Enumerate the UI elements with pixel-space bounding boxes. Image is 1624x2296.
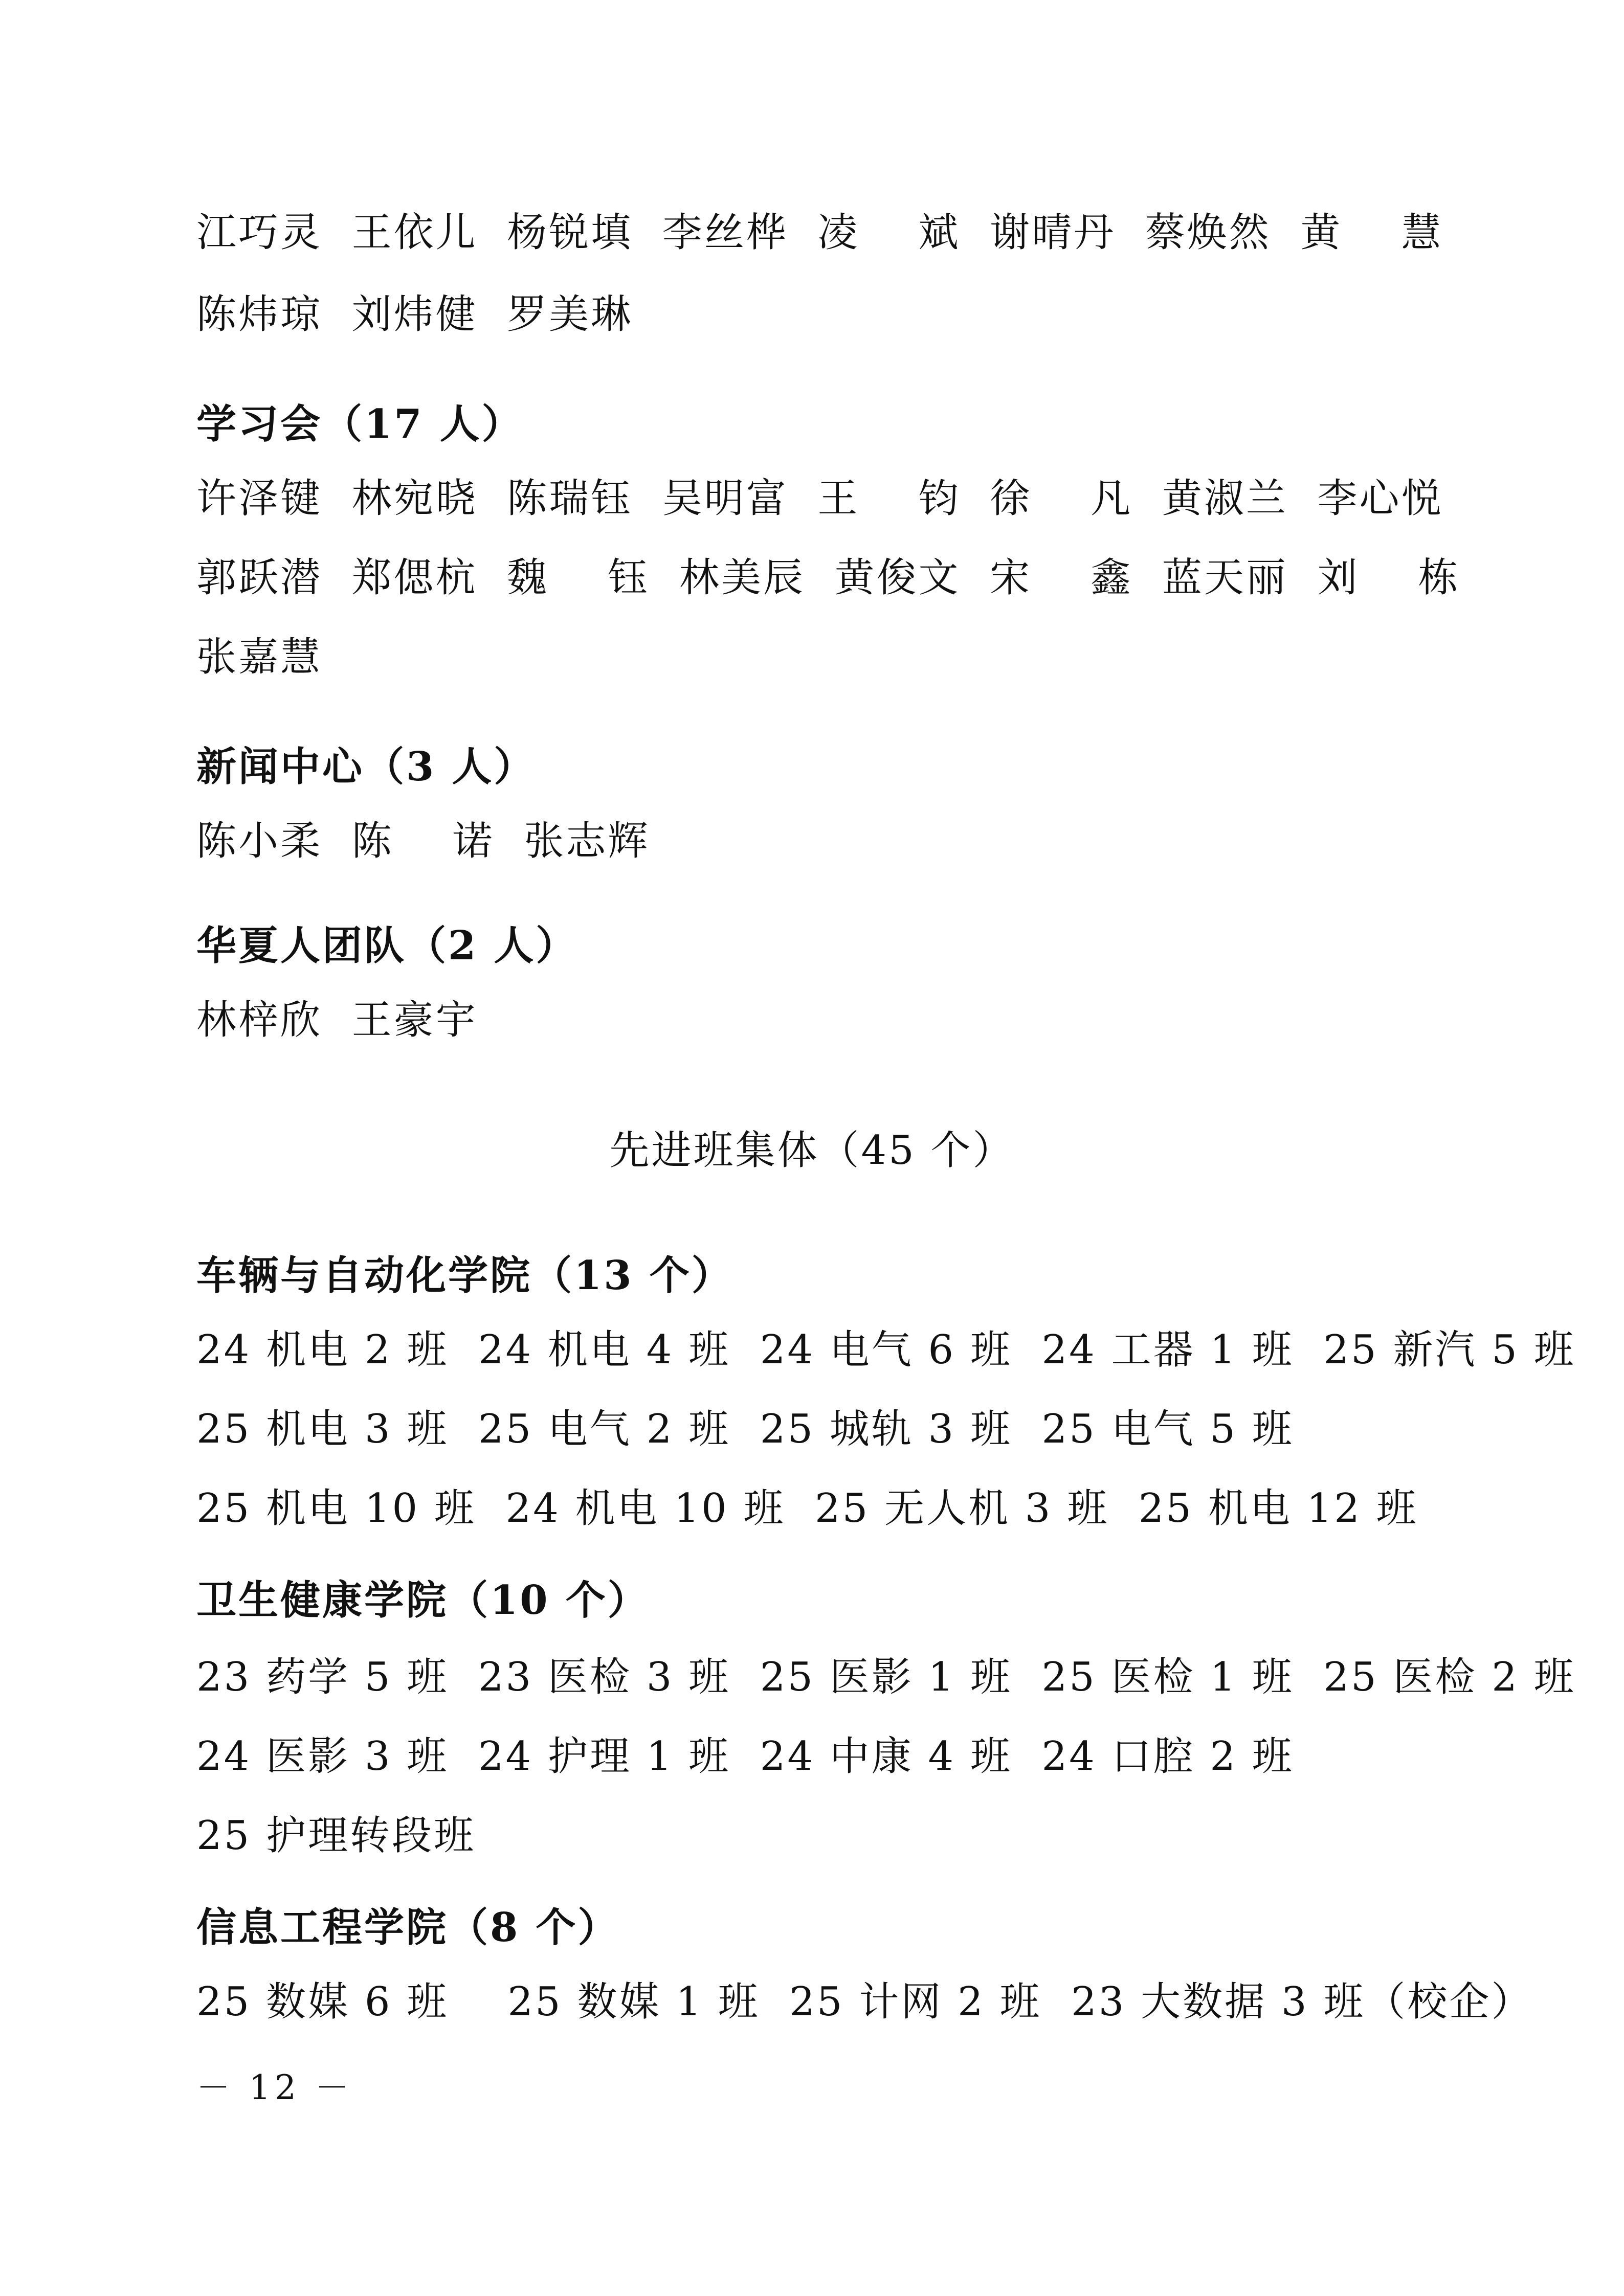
class-list-line: 24 机电 2 班 24 机电 4 班 24 电气 6 班 24 工器 1 班 25 新汽 5 班 [196, 1327, 1576, 1373]
class-list-line: 25 机电 3 班 25 电气 2 班 25 城轨 3 班 25 电气 5 班 [196, 1406, 1294, 1452]
name-list-line: 张嘉慧 [196, 634, 323, 680]
section-heading-information-engineering: 信息工程学院（8 个） [196, 1904, 620, 1951]
name-list-line: 许泽键 林宛晓 陈瑞钰 吴明富 王 钧 徐 凡 黄淑兰 李心悦 [196, 476, 1443, 522]
name-list-line: 江巧灵 王依儿 杨锐填 李丝桦 凌 斌 谢晴丹 蔡焕然 黄 慧 [196, 210, 1443, 256]
section-title-advanced-classes: 先进班集体（45 个） [609, 1128, 1015, 1174]
class-list-line: 24 医影 3 班 24 护理 1 班 24 中康 4 班 24 口腔 2 班 [196, 1734, 1294, 1780]
name-list-line: 陈小柔 陈 诺 张志辉 [196, 818, 650, 864]
class-list-line: 25 护理转段班 [196, 1813, 476, 1859]
page-number: － 12 － [196, 2068, 353, 2107]
name-list-line: 林梓欣 王豪宇 [196, 997, 478, 1043]
section-heading-news-center: 新闻中心（3 人） [196, 744, 536, 790]
class-list-line: 25 机电 10 班 24 机电 10 班 25 无人机 3 班 25 机电 12 班 [196, 1485, 1418, 1532]
section-heading-study-society: 学习会（17 人） [196, 401, 524, 447]
section-heading-health: 卫生健康学院（10 个） [196, 1577, 650, 1624]
class-list-line: 23 药学 5 班 23 医检 3 班 25 医影 1 班 25 医检 1 班 25 医检 2 班 [196, 1654, 1576, 1700]
section-heading-vehicle-automation: 车辆与自动化学院（13 个） [196, 1252, 733, 1299]
name-list-line: 陈炜琼 刘炜健 罗美琳 [196, 291, 633, 337]
name-list-line: 郭跃潜 郑偲杭 魏 钰 林美辰 黄俊文 宋 鑫 蓝天丽 刘 栋 [196, 555, 1460, 601]
class-list-line: 25 数媒 6 班 25 数媒 1 班 25 计网 2 班 23 大数据 3 班（校企） [196, 1979, 1533, 2025]
section-heading-huaxia-team: 华夏人团队（2 人） [196, 922, 578, 969]
